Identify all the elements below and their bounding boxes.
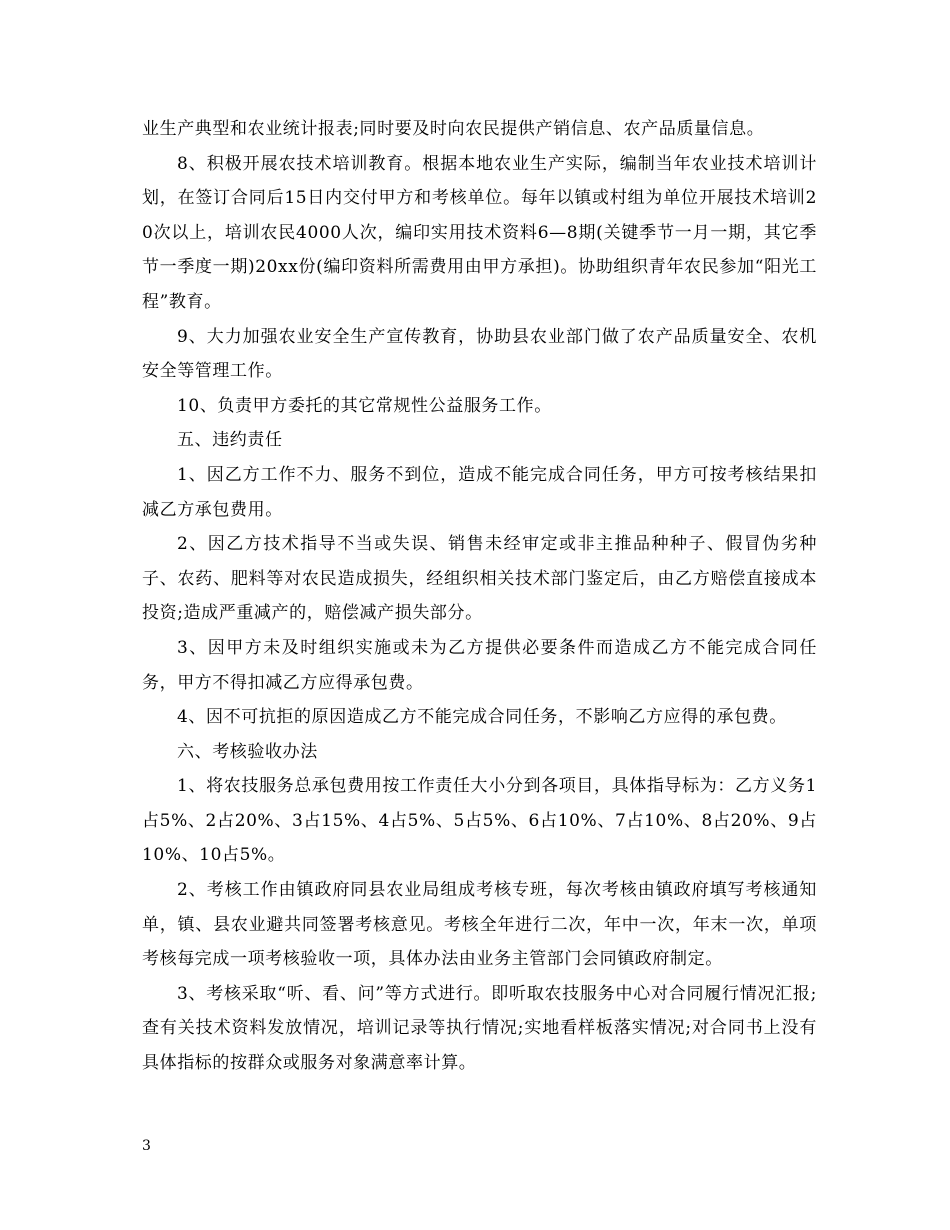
paragraph-2: 9、大力加强农业安全生产宣传教育，协助县农业部门做了农产品质量安全、农机安全等管理工作。 — [142, 326, 817, 382]
paragraph-8: 4、因不可抗拒的原因造成乙方不能完成合同任务，不影响乙方应得的承包费。 — [177, 707, 787, 728]
section-heading-6: 六、考核验收办法 — [177, 741, 318, 762]
paragraph-6: 2、因乙方技术指导不当或失误、销售未经审定或非主推品种种子、假冒伪劣种子、农药、肥料等对农民造成损失，经组织相关技术部门鉴定后，由乙方赔偿直接成本投资;造成严重减产的，赔偿减产损失部分。 — [142, 534, 817, 624]
paragraph-3: 10、负责甲方委托的其它常规性公益服务工作。 — [177, 395, 552, 416]
page-number: 3 — [142, 1138, 151, 1154]
paragraph-10: 1、将农技服务总承包费用按工作责任大小分到各项目，具体指导标为：乙方义务1占5%、2占20%、3占15%、4占5%、5占5%、6占10%、7占10%、8占20%、9占10%、10占5%。 — [142, 776, 817, 866]
section-heading-5: 五、违约责任 — [177, 430, 283, 451]
paragraph-12: 3、考核采取“听、看、问”等方式进行。即听取农技服务中心对合同履行情况汇报;查有关技术资料发放情况，培训记录等执行情况;实地看样板落实情况;对合同书上没有具体指标的按群众或服务对象满意率计算。 — [142, 983, 817, 1074]
paragraph-5: 1、因乙方工作不力、服务不到位，造成不能完成合同任务，甲方可按考核结果扣减乙方承包费用。 — [142, 464, 817, 520]
paragraph-0: 业生产典型和农业统计报表;同时要及时向农民提供产销信息、农产品质量信息。 — [142, 119, 765, 139]
document-body — [142, 112, 817, 1081]
paragraph-1: 8、积极开展农技术培训教育。根据本地农业生产实际，编制当年农业技术培训计划，在签订合同后15日内交付甲方和考核单位。每年以镇或村组为单位开展技术培训20次以上，培训农民4000人次，编印实用技术资料6—8期(关键季节一月一期，其它季节一季度一期)20xx份(编印资料所需费用由甲方承担)。协助组织青年农民参加“阳光工程”教育。 — [142, 153, 817, 312]
paragraph-11: 2、考核工作由镇政府同县农业局组成考核专班，每次考核由镇政府填写考核通知单，镇、县农业避共同签署考核意见。考核全年进行二次，年中一次，年末一次，单项考核每完成一项考核验收一项，具体办法由业务主管部门会同镇政府制定。 — [142, 880, 817, 970]
paragraph-7: 3、因甲方未及时组织实施或未为乙方提供必要条件而造成乙方不能完成合同任务，甲方不得扣减乙方应得承包费。 — [142, 637, 817, 693]
